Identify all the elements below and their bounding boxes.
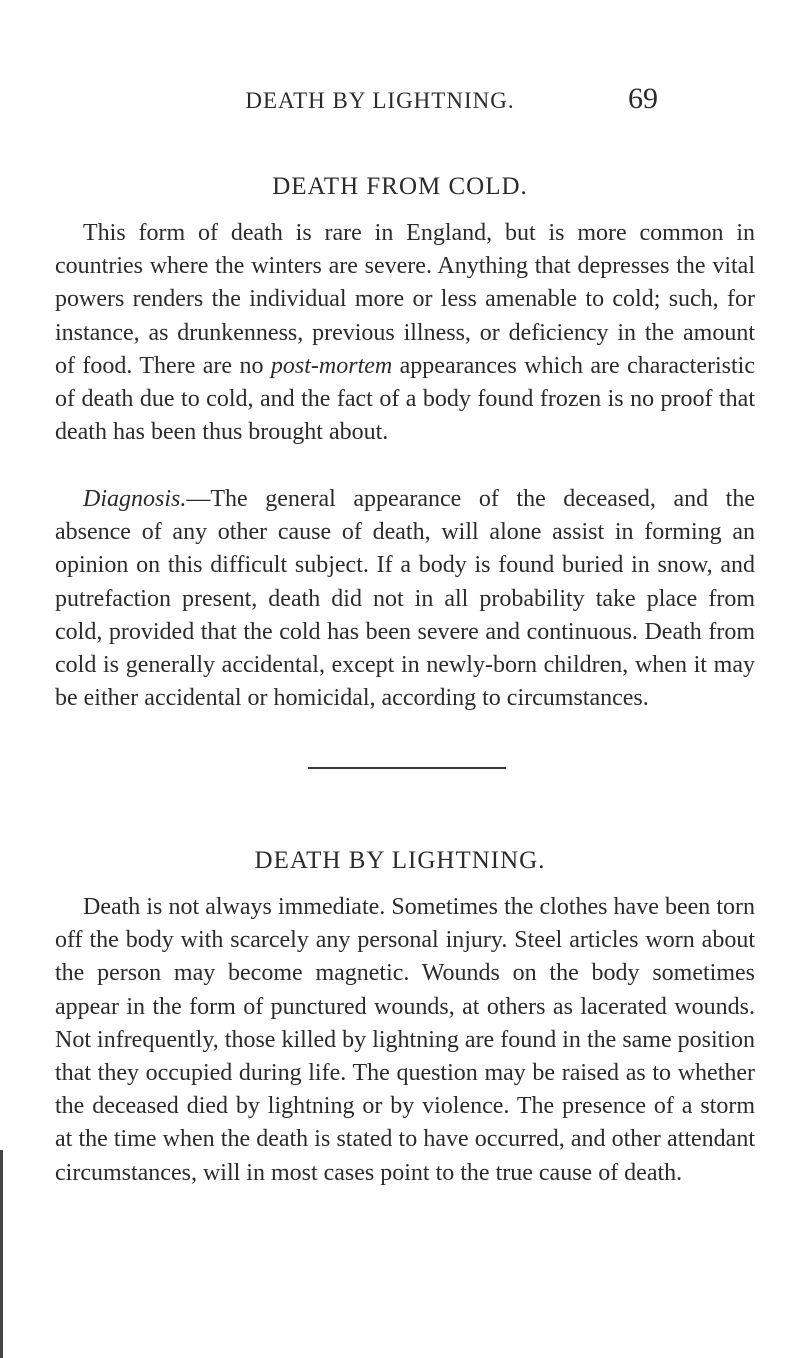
section-divider (308, 767, 506, 769)
paragraph-lightning (55, 891, 755, 1190)
running-head: DEATH BY LIGHTNING. (245, 88, 515, 113)
section-title-cold: DEATH FROM COLD. (272, 173, 528, 200)
paragraph-text: appearances which are characteristic of death due to cold, and the fact of a body found frozen is no proof that death has been thus brought about. (55, 352, 755, 446)
paragraph-text: —The general appearance of the deceased, and the absence of any other cause of death, will alone assist in forming an opinion on this difficult subject. If a body is found buried in snow, and putrefaction present, death did not in all probability take place from cold, provided that the cold has been severe and continuous. Death from cold is generally accidental, except in newly-born children, when it may be either accidental or homicidal, according to circumstances. (55, 486, 755, 712)
paragraph-cold-intro (55, 217, 755, 449)
paragraph-cold-diagnosis (55, 483, 755, 715)
paragraph-text: Death is not always immediate. Sometimes the clothes have been torn off the body with scarcely any personal injury. Steel articles worn about the person may become magnetic. Wounds on the body sometimes appear in the form of punctured wounds, at others as lacerated wounds. Not infrequently, those killed by lightning are found in the same position that they occupied during life. The question may be raised as to whether the deceased died by lightning or by violence. The presence of a storm at the time when the death is stated to have occurred, and other attendant circumstances, will in most cases point to the true cause of death. (55, 894, 755, 1186)
paragraph-text: This form of death is rare in England, but is more common in countries where the winters are severe. Anything that depresses the vital powers renders the individual more or less amenable to cold; such, for instance, as drunkenness, previous illness, or deficiency in the amount of food. There are no (55, 220, 755, 379)
section-title-lightning: DEATH BY LIGHTNING. (254, 847, 546, 874)
page-number: 69 (628, 82, 658, 115)
italic-term: post-mortem (270, 352, 393, 379)
page-edge-line (0, 1150, 3, 1358)
diagnosis-label: Diagnosis. (83, 486, 187, 512)
